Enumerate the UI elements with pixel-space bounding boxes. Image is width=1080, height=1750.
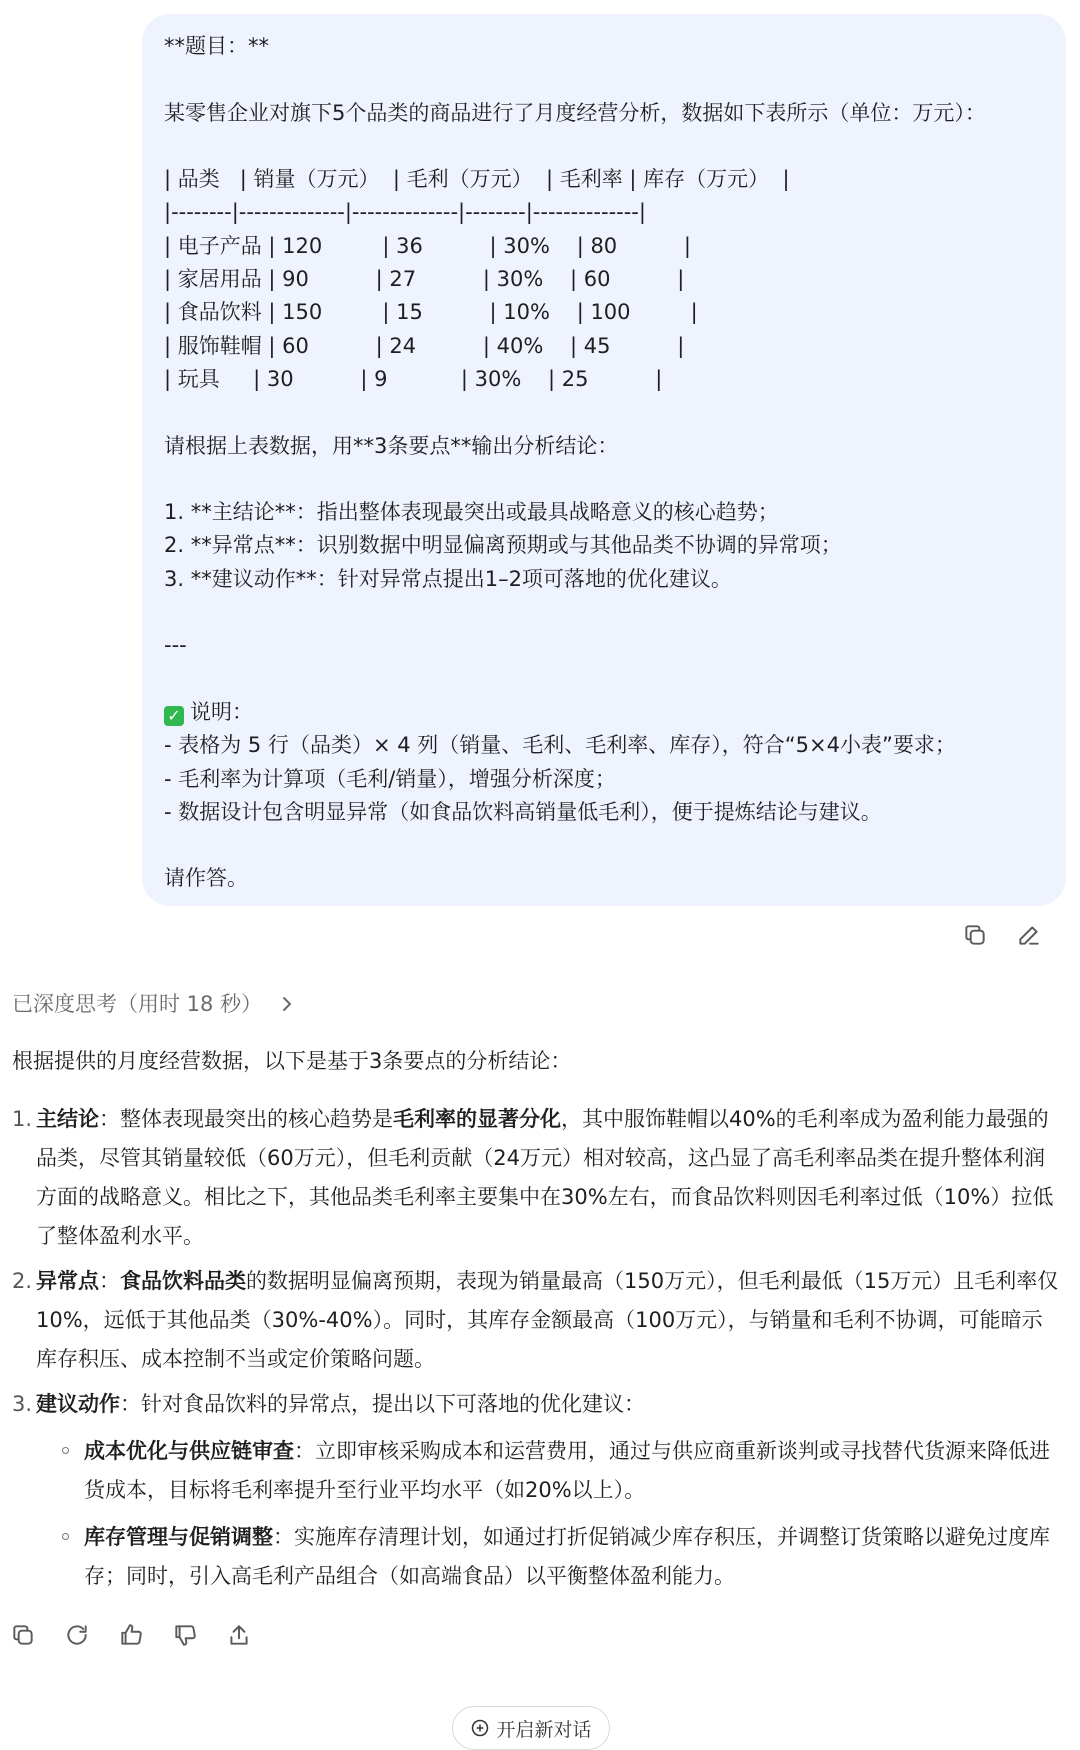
message-line [164, 829, 1044, 862]
item-highlight: 食品饮料品类 [120, 1269, 246, 1293]
bullet-circle-icon [62, 1447, 69, 1454]
share-icon [226, 1622, 252, 1648]
user-message-bubble [142, 14, 1066, 906]
assistant-response [12, 1046, 1062, 1604]
list-item [12, 1100, 1062, 1256]
user-message-actions [960, 920, 1044, 950]
deep-thinking-toggle[interactable] [12, 988, 294, 1018]
message-line [164, 130, 1044, 163]
thinking-label: 已深度思考（用时 18 秒） [12, 992, 263, 1016]
item-label: 建议动作 [36, 1392, 120, 1416]
edit-icon [1016, 922, 1042, 948]
message-line: 请作答。 [164, 866, 248, 891]
message-line [164, 63, 1044, 96]
thumbs-down-icon [172, 1622, 198, 1648]
copy-icon [962, 922, 988, 948]
list-number: 2. [12, 1269, 33, 1293]
table-row-line: | 食品饮料 | 150 | 15 | 10% | 100 | [164, 300, 698, 325]
item-separator: ： [120, 1392, 141, 1416]
new-chat-button[interactable] [452, 1706, 610, 1750]
message-line [164, 396, 1044, 429]
message-line: 某零售企业对旗下5个品类的商品进行了月度经营分析，数据如下表所示（单位：万元）： [164, 100, 986, 125]
chevron-right-icon [280, 994, 294, 1012]
message-line: 3. **建议动作**：针对异常点提出1–2项可落地的优化建议。 [164, 566, 732, 591]
table-row-line: | 电子产品 | 120 | 36 | 30% | 80 | [164, 233, 691, 258]
table-row-line: | 服饰鞋帽 | 60 | 24 | 40% | 45 | [164, 333, 685, 358]
sub-item-label: 成本优化与供应链审查 [84, 1439, 294, 1463]
plus-circle-icon [470, 1718, 490, 1738]
like-button[interactable] [116, 1620, 146, 1650]
thumbs-up-icon [118, 1622, 144, 1648]
copy-icon [10, 1622, 36, 1648]
message-line: 请根据上表数据，用**3条要点**输出分析结论： [164, 433, 619, 458]
list-number: 3. [12, 1392, 33, 1416]
copy-response-button[interactable] [8, 1620, 38, 1650]
bullet-circle-icon [62, 1533, 69, 1540]
message-line [164, 596, 1044, 629]
item-text: 的数据明显偏离预期，表现为销量最高（150万元），但毛利最低（15万元）且毛利率仅10%，远低于其他品类（30%-40%）。同时，其库存金额最高（100万元），与销量和毛利不协调，可能暗示库存积压、成本控制不当或定价策略问题。 [36, 1269, 1059, 1371]
item-text: 针对食品饮料的异常点，提出以下可落地的优化建议： [141, 1392, 645, 1416]
list-item [12, 1385, 1062, 1596]
message-line [164, 663, 1044, 696]
sub-item-text: ：实施库存清理计划，如通过打折促销减少库存积压，并调整订货策略以避免过度库存；同时，引入高毛利产品组合（如高端食品）以平衡整体盈利能力。 [84, 1525, 1050, 1588]
message-line [164, 463, 1044, 496]
message-line: --- [164, 633, 187, 658]
response-intro: 根据提供的月度经营数据，以下是基于3条要点的分析结论： [12, 1049, 572, 1073]
list-item [12, 1262, 1062, 1379]
check-mark-icon: ✓ [164, 706, 184, 726]
message-line: 2. **异常点**：识别数据中明显偏离预期或与其他品类不协调的异常项； [164, 533, 842, 558]
message-line: - 毛利率为计算项（毛利/销量），增强分析深度； [164, 766, 616, 791]
item-separator: ： [99, 1269, 120, 1293]
sub-list-item [36, 1518, 1062, 1596]
item-label: 异常点 [36, 1269, 99, 1293]
table-separator-line: |--------|--------------|--------------|--------|--------------| [164, 200, 646, 225]
share-button[interactable] [224, 1620, 254, 1650]
sub-item-text: ：立即审核采购成本和运营费用，通过与供应商重新谈判或寻找替代货源来降低进货成本，目标将毛利率提升至行业平均水平（如20%以上）。 [84, 1439, 1050, 1502]
copy-message-button[interactable] [960, 920, 990, 950]
edit-message-button[interactable] [1014, 920, 1044, 950]
regenerate-button[interactable] [62, 1620, 92, 1650]
table-row-line: | 家居用品 | 90 | 27 | 30% | 60 | [164, 267, 685, 292]
item-separator: ： [99, 1107, 120, 1131]
new-chat-label: 开启新对话 [496, 1718, 592, 1741]
table-header-line: | 品类 | 销量（万元） | 毛利（万元） | 毛利率 | 库存（万元） | [164, 167, 790, 192]
note-heading-text: 说明： [190, 699, 253, 724]
regenerate-icon [64, 1622, 90, 1648]
message-line: **题目：** [164, 34, 269, 58]
sub-item-label: 库存管理与促销调整 [84, 1525, 273, 1549]
response-actions [8, 1620, 254, 1650]
table-row-line: | 玩具 | 30 | 9 | 30% | 25 | [164, 366, 663, 391]
dislike-button[interactable] [170, 1620, 200, 1650]
item-text: 整体表现最突出的核心趋势是 [120, 1107, 393, 1131]
sub-list [36, 1432, 1062, 1596]
message-line: - 数据设计包含明显异常（如食品饮料高销量低毛利），便于提炼结论与建议。 [164, 799, 882, 824]
item-text: ，其中服饰鞋帽以40%的毛利率成为盈利能力最强的品类，尽管其销量较低（60万元），但毛利贡献（24万元）相对较高，这凸显了高毛利率品类在提升整体利润方面的战略意义。相比之下，其他品类毛利率主要集中在30%左右，而食品饮料则因毛利率过低（10%）拉低了整体盈利水平。 [36, 1107, 1054, 1248]
item-highlight: 毛利率的显著分化 [393, 1107, 561, 1131]
list-number: 1. [12, 1107, 33, 1131]
sub-list-item [36, 1432, 1062, 1510]
item-label: 主结论 [36, 1107, 99, 1131]
message-line: - 表格为 5 行（品类）× 4 列（销量、毛利、毛利率、库存），符合“5×4小表”要求； [164, 733, 956, 758]
message-line: 1. **主结论**：指出整体表现最突出或最具战略意义的核心趋势； [164, 500, 779, 525]
note-heading-line [164, 696, 1044, 729]
